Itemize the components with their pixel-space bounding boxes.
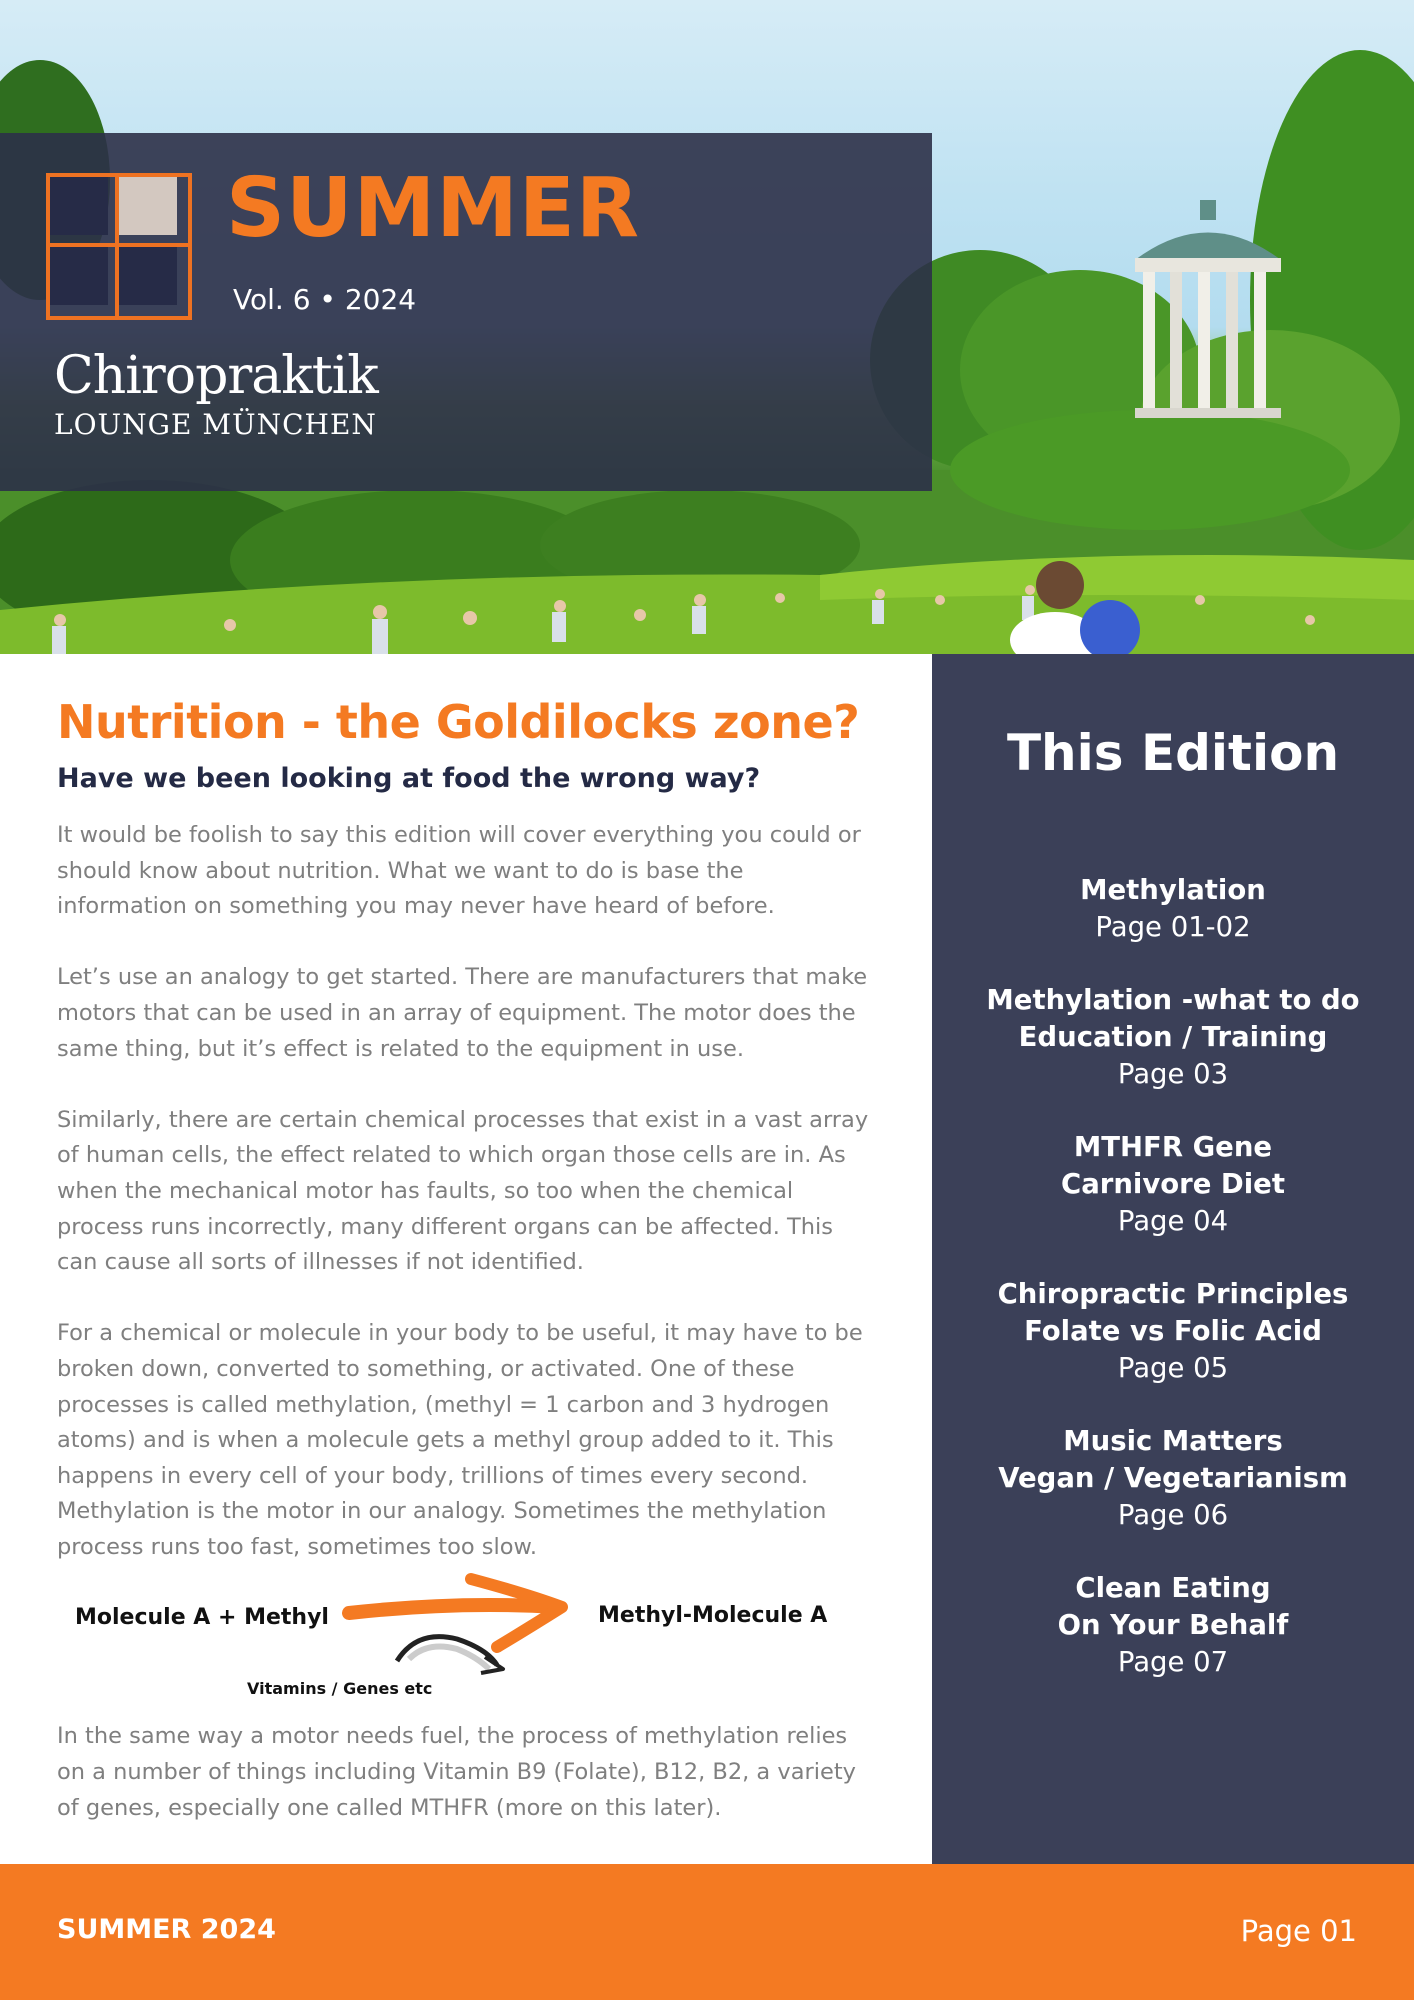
toc-entry-title: Methylation: [1080, 874, 1266, 906]
toc-entry-title: Clean Eating: [1075, 1572, 1271, 1604]
footer-page-number: Page 01: [1240, 1914, 1357, 1948]
table-of-contents: [932, 872, 1414, 1717]
toc-entry-page: Page 01-02: [1095, 911, 1251, 943]
article-paragraph: In the same way a motor needs fuel, the process of methylation relies on a number of things including Vitamin B9 (Folate), B12, B2, a variety of genes, especially one called MTHFR (more on this later).: [57, 1723, 856, 1821]
article-paragraph: Similarly, there are certain chemical processes that exist in a vast array of human cells, the effect related to which organ those cells are in. As when the mechanical motor has faults, so too when the chemical process runs incorrectly, many different organs can be affected. This can cause all sorts of illnesses if not identified.: [57, 1106, 869, 1276]
footer-edition: SUMMER 2024: [57, 1914, 276, 1945]
article-paragraph: It would be foolish to say this edition will cover everything you could or should know about nutrition. What we want to do is base the information on something you may never have heard of before.: [57, 822, 861, 920]
toc-entry[interactable]: [932, 1129, 1414, 1240]
reaction-arrow-icon: [57, 1569, 877, 1719]
brand-subtitle: LOUNGE MÜNCHEN: [54, 408, 377, 441]
brand-name: Chiropraktik: [54, 346, 378, 406]
toc-entry[interactable]: [932, 1423, 1414, 1534]
toc-entry-page: Page 03: [1117, 1058, 1229, 1090]
toc-entry[interactable]: [932, 982, 1414, 1093]
toc-entry[interactable]: [932, 872, 1414, 946]
toc-entry-title: Carnivore Diet: [1061, 1168, 1285, 1200]
logo-grid-icon: [46, 173, 190, 318]
toc-entry[interactable]: [932, 1276, 1414, 1387]
article-headline: Nutrition - the Goldilocks zone?: [57, 695, 860, 749]
season-title: SUMMER: [226, 161, 640, 256]
toc-entry-page: Page 07: [1117, 1646, 1229, 1678]
diagram-left-label: Molecule A + Methyl: [75, 1605, 329, 1631]
diagram-cofactor-label: Vitamins / Genes etc: [247, 1679, 433, 1699]
toc-entry-page: Page 05: [1117, 1352, 1229, 1384]
edition-sidebar: [932, 654, 1414, 1864]
toc-entry-title: Methylation -what to do: [986, 984, 1360, 1016]
toc-entry-page: Page 04: [1117, 1205, 1229, 1237]
sidebar-title: This Edition: [1006, 724, 1340, 782]
toc-entry-title: Chiropractic Principles: [997, 1278, 1349, 1310]
toc-entry[interactable]: [932, 1570, 1414, 1681]
masthead-panel: [0, 133, 932, 491]
article-subhead: Have we been looking at food the wrong way?: [57, 763, 761, 794]
page-footer: [0, 1864, 1414, 2000]
toc-entry-title: Folate vs Folic Acid: [1024, 1315, 1322, 1347]
toc-entry-title: On Your Behalf: [1057, 1609, 1289, 1641]
toc-entry-title: Vegan / Vegetarianism: [998, 1462, 1348, 1494]
toc-entry-title: Music Matters: [1063, 1425, 1283, 1457]
main-article: [57, 692, 877, 1826]
toc-entry-page: Page 06: [1117, 1499, 1229, 1531]
volume-info: Vol. 6 • 2024: [233, 283, 417, 316]
brand-logo: [54, 348, 378, 441]
toc-entry-title: Education / Training: [1018, 1021, 1328, 1053]
hero-image: [0, 0, 1414, 654]
article-paragraph: For a chemical or molecule in your body to be useful, it may have to be broken down, converted to something, or activated. One of these processes is called methylation, (methyl = 1 carbon and 3 hydrogen atoms) and is when a molecule gets a methyl group added to it. This happens in every cell of your body, trillions of times every second. Methylation is the motor in our analogy. Sometimes the methylation process runs too fast, sometimes too slow.: [57, 1320, 863, 1560]
article-paragraph: Let’s use an analogy to get started. There are manufacturers that make motors that can be used in an array of equipment. The motor does the same thing, but it’s effect is related to the equipment in use.: [57, 964, 868, 1062]
diagram-right-label: Methyl-Molecule A: [598, 1603, 828, 1629]
methylation-diagram: [57, 1569, 877, 1719]
toc-entry-title: MTHFR Gene: [1073, 1131, 1273, 1163]
